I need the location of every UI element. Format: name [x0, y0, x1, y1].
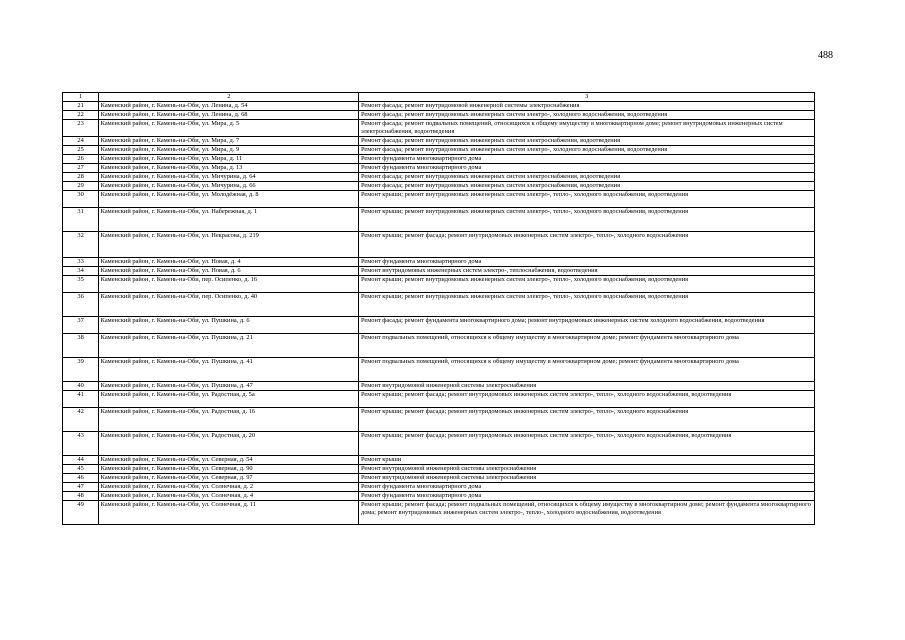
table-row — [63, 358, 815, 382]
address-cell: Каменский район, г. Камень-на-Оби, ул. Мира, д. 7 — [99, 137, 359, 146]
table-row — [63, 432, 815, 456]
table-row — [63, 137, 815, 146]
table-row — [63, 483, 815, 492]
works-cell: Ремонт крыши; ремонт фасада; ремонт внутридомовых инженерных систем электро-, тепло-, холодного водоснабжения, водоотведения — [359, 391, 815, 408]
address-cell: Каменский район, г. Камень-на-Оби, ул. Пушкина, д. 47 — [99, 382, 359, 391]
table-row — [63, 501, 815, 525]
address-cell: Каменский район, г. Камень-на-Оби, ул. Мичурина, д. 66 — [99, 182, 359, 191]
row-number-cell: 38 — [63, 334, 99, 358]
works-cell: Ремонт фасада; ремонт внутридомовых инженерных систем электроснабжения, водоотведения — [359, 182, 815, 191]
address-cell: Каменский район, г. Камень-на-Оби, ул. Пушкина, д. 21 — [99, 334, 359, 358]
table-row — [63, 258, 815, 267]
table-row — [63, 391, 815, 408]
address-cell: Каменский район, г. Камень-на-Оби, пер. Осипенко, д. 16 — [99, 276, 359, 293]
row-number-cell: 22 — [63, 111, 99, 120]
row-number-cell: 30 — [63, 191, 99, 208]
row-number-cell: 44 — [63, 456, 99, 465]
works-cell: Ремонт фундамента многоквартирного дома — [359, 258, 815, 267]
works-cell: Ремонт фасада; ремонт внутридомовых инженерных систем электроснабжения, водоотведения — [359, 173, 815, 182]
row-number-cell: 25 — [63, 146, 99, 155]
address-cell: Каменский район, г. Камень-на-Оби, ул. Пушкина, д. 41 — [99, 358, 359, 382]
works-cell: Ремонт фасада; ремонт подвальных помещений, относящихся к общему имуществу в многоквартирном доме; ремонт внутридомовых инженерных систем электроснабжения, водоотведения — [359, 120, 815, 137]
address-cell: Каменский район, г. Камень-на-Оби, ул. Солнечная, д. 4 — [99, 492, 359, 501]
works-cell: Ремонт фасада; ремонт внутридомовых инженерных систем электроснабжения, водоотведения — [359, 137, 815, 146]
works-cell: Ремонт фундамента многоквартирного дома — [359, 155, 815, 164]
address-cell: Каменский район, г. Камень-на-Оби, ул. Северная, д. 97 — [99, 474, 359, 483]
table-row — [63, 334, 815, 358]
row-number-cell: 21 — [63, 102, 99, 111]
address-cell: Каменский район, г. Камень-на-Оби, ул. Северная, д. 54 — [99, 456, 359, 465]
row-number-cell: 46 — [63, 474, 99, 483]
address-cell: Каменский район, г. Камень-на-Оби, ул. Новая, д. 4 — [99, 258, 359, 267]
works-cell: Ремонт внутридомовых инженерных систем электро-, теплоснабжения, водоотведения — [359, 267, 815, 276]
works-cell: Ремонт фасада; ремонт фундамента многоквартирного дома; ремонт внутридомовых инженерных систем холодного водоснабжения, водоотведения — [359, 317, 815, 334]
row-number-cell: 35 — [63, 276, 99, 293]
row-number-cell: 37 — [63, 317, 99, 334]
works-cell: Ремонт крыши; ремонт фасада; ремонт внутридомовых инженерных систем электро-, тепло-, холодного водоснабжения — [359, 232, 815, 258]
works-cell: Ремонт внутридомовой инженерной системы электроснабжения — [359, 465, 815, 474]
address-cell: Каменский район, г. Камень-на-Оби, ул. Некрасова, д. 219 — [99, 232, 359, 258]
works-cell: Ремонт внутридомовой инженерной системы электроснабжения — [359, 382, 815, 391]
table-row — [63, 232, 815, 258]
row-number-cell: 39 — [63, 358, 99, 382]
address-cell: Каменский район, г. Камень-на-Оби, ул. Пушкина, д. 6 — [99, 317, 359, 334]
table-row — [63, 382, 815, 391]
works-cell: Ремонт крыши; ремонт фасада; ремонт внутридомовых инженерных систем электро-, тепло-, холодного водоснабжения, водоотведения — [359, 432, 815, 456]
row-number-cell: 28 — [63, 173, 99, 182]
address-cell: Каменский район, г. Камень-на-Оби, ул. Мира, д. 11 — [99, 155, 359, 164]
address-cell: Каменский район, г. Камень-на-Оби, ул. Мира, д. 13 — [99, 164, 359, 173]
works-cell: Ремонт крыши — [359, 456, 815, 465]
address-cell: Каменский район, г. Камень-на-Оби, ул. Ленина, д. 68 — [99, 111, 359, 120]
address-cell: Каменский район, г. Камень-на-Оби, ул. Мира, д. 5 — [99, 120, 359, 137]
works-cell: Ремонт крыши; ремонт внутридомовых инженерных систем электро-, тепло-, холодного водоснабжения, водоотведения — [359, 191, 815, 208]
table-row — [63, 164, 815, 173]
address-cell: Каменский район, г. Камень-на-Оби, ул. Молодёжная, д. 8 — [99, 191, 359, 208]
row-number-cell: 47 — [63, 483, 99, 492]
works-cell: Ремонт фасада; ремонт внутридомовой инженерной системы электроснабжения — [359, 102, 815, 111]
address-cell: Каменский район, г. Камень-на-Оби, пер. Осипенко, д. 40 — [99, 293, 359, 317]
table-row — [63, 182, 815, 191]
address-cell: Каменский район, г. Камень-на-Оби, ул. Мира, д. 9 — [99, 146, 359, 155]
address-cell: Каменский район, г. Камень-на-Оби, ул. Новая, д. 6 — [99, 267, 359, 276]
register-table — [62, 92, 815, 525]
table-row — [63, 120, 815, 137]
works-cell: Ремонт крыши; ремонт внутридомовых инженерных систем электро-, тепло-, холодного водоснабжения, водоотведения — [359, 293, 815, 317]
table-row — [63, 276, 815, 293]
row-number-cell: 32 — [63, 232, 99, 258]
table-row — [63, 465, 815, 474]
works-cell: Ремонт фундамента многоквартирного дома — [359, 492, 815, 501]
table-row — [63, 317, 815, 334]
row-number-cell: 36 — [63, 293, 99, 317]
address-cell: Каменский район, г. Камень-на-Оби, ул. Радостная, д. 5а — [99, 391, 359, 408]
works-cell: Ремонт фасада; ремонт внутридомовых инженерных систем электро-, холодного водоснабжения, водоотведения — [359, 111, 815, 120]
row-number-cell: 23 — [63, 120, 99, 137]
column-header-works: 3 — [359, 93, 815, 102]
works-cell: Ремонт крыши; ремонт фасада; ремонт внутридомовых инженерных систем электро-, тепло-, холодного водоснабжения — [359, 408, 815, 432]
row-number-cell: 24 — [63, 137, 99, 146]
row-number-cell: 49 — [63, 501, 99, 525]
column-header-address: 2 — [99, 93, 359, 102]
table-row — [63, 191, 815, 208]
row-number-cell: 43 — [63, 432, 99, 456]
address-cell: Каменский район, г. Камень-на-Оби, ул. Северная, д. 90 — [99, 465, 359, 474]
table-row — [63, 492, 815, 501]
row-number-cell: 26 — [63, 155, 99, 164]
address-cell: Каменский район, г. Камень-на-Оби, ул. Радостная, д. 20 — [99, 432, 359, 456]
address-cell: Каменский район, г. Камень-на-Оби, ул. Солнечная, д. 11 — [99, 501, 359, 525]
row-number-cell: 40 — [63, 382, 99, 391]
table-row — [63, 456, 815, 465]
row-number-cell: 48 — [63, 492, 99, 501]
table-row — [63, 208, 815, 232]
address-cell: Каменский район, г. Камень-на-Оби, ул. Радостная, д. 16 — [99, 408, 359, 432]
column-header-number: 1 — [63, 93, 99, 102]
table-row — [63, 146, 815, 155]
works-cell: Ремонт крыши; ремонт внутридомовых инженерных систем электро-, тепло-, холодного водоснабжения, водоотведения — [359, 208, 815, 232]
works-cell: Ремонт крыши; ремонт фасада; ремонт подвальных помещений, относящихся к общему имуществу в многоквартирном доме; ремонт фундамента многоквартирного дома; ремонт внутридомовых инженерных систем электро-, тепло-, холодного водоснабжения, водоотведения — [359, 501, 815, 525]
row-number-cell: 29 — [63, 182, 99, 191]
row-number-cell: 27 — [63, 164, 99, 173]
row-number-cell: 31 — [63, 208, 99, 232]
table-header-row — [63, 93, 815, 102]
row-number-cell: 41 — [63, 391, 99, 408]
works-cell: Ремонт фундамента многоквартирного дома — [359, 483, 815, 492]
table-row — [63, 267, 815, 276]
address-cell: Каменский район, г. Камень-на-Оби, ул. Набережная, д. 1 — [99, 208, 359, 232]
table-body — [63, 93, 815, 525]
works-cell: Ремонт фасада; ремонт внутридомовых инженерных систем электро-, холодного водоснабжения, водоотведения — [359, 146, 815, 155]
table-row — [63, 155, 815, 164]
row-number-cell: 42 — [63, 408, 99, 432]
address-cell: Каменский район, г. Камень-на-Оби, ул. Солнечная, д. 2 — [99, 483, 359, 492]
page-number: 488 — [818, 50, 833, 61]
table-row — [63, 474, 815, 483]
table-row — [63, 102, 815, 111]
row-number-cell: 33 — [63, 258, 99, 267]
table-row — [63, 293, 815, 317]
row-number-cell: 34 — [63, 267, 99, 276]
table-row — [63, 111, 815, 120]
table-row — [63, 173, 815, 182]
address-cell: Каменский район, г. Камень-на-Оби, ул. Мичурина, д. 64 — [99, 173, 359, 182]
works-cell: Ремонт внутридомовой инженерной системы электроснабжения — [359, 474, 815, 483]
row-number-cell: 45 — [63, 465, 99, 474]
works-cell: Ремонт фундамента многоквартирного дома — [359, 164, 815, 173]
works-cell: Ремонт подвальных помещений, относящихся к общему имуществу в многоквартирном доме; ремонт фундамента многоквартирного дома — [359, 358, 815, 382]
address-cell: Каменский район, г. Камень-на-Оби, ул. Ленина, д. 54 — [99, 102, 359, 111]
table-row — [63, 408, 815, 432]
works-cell: Ремонт крыши; ремонт внутридомовых инженерных систем электро-, тепло-, холодного водоснабжения, водоотведения — [359, 276, 815, 293]
works-cell: Ремонт подвальных помещений, относящихся к общему имуществу в многоквартирном доме; ремонт фундамента многоквартирного дома — [359, 334, 815, 358]
